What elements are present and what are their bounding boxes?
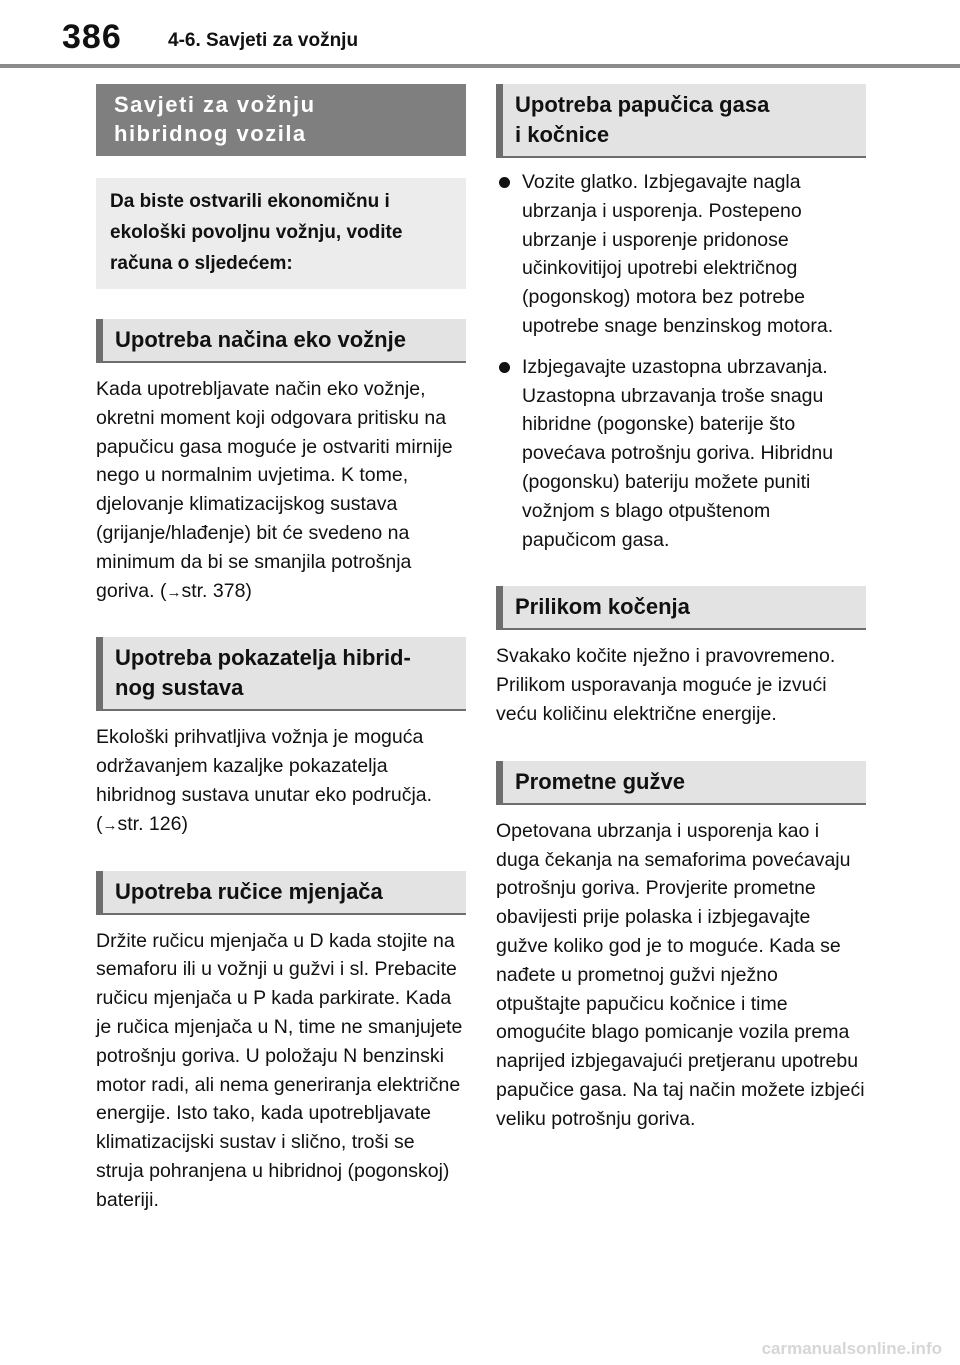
pedal-use-heading xyxy=(496,84,866,158)
pedal-tips-list xyxy=(496,168,866,554)
hybrid-indicator-text xyxy=(96,723,466,840)
left-column xyxy=(96,84,466,1215)
hybrid-indicator-heading-line-1: Upotreba pokazatelja hibrid- xyxy=(115,645,411,671)
shift-lever-text: Držite ručicu mjenjača u D kada stojite na semaforu ili u vožnji u gužvi i sl. Prebacite ručicu mjenjača u P kada parkirate. Kada je ručica mjenjača u N, time ne smanjujete potrošnju goriva. U položaju N benzinski motor radi, ali nema generiranja električne energije. Isto tako, kada upotrebljavate klimatizacijski sustav i slično, troši se struja pohranjena u hibridnoj (pogonskoj) bateriji. xyxy=(96,929,463,1211)
intro-box: Da biste ostvarili ekonomičnu i ekološki povoljnu vožnju, vodite računa o sljedećem: xyxy=(96,178,466,289)
bullet-icon xyxy=(499,177,510,188)
eco-mode-reference: str. 378) xyxy=(181,579,252,602)
hybrid-indicator-body: Ekološki prihvatljiva vožnja je moguća održavanjem kazaljke pokazatelja hibridnog sustava unutar eko područja. ( xyxy=(96,726,433,835)
eco-mode-text xyxy=(96,375,466,607)
page-number: 386 xyxy=(62,18,122,56)
bullet-icon xyxy=(499,362,510,373)
hybrid-indicator-heading xyxy=(96,637,466,711)
hybrid-indicator-heading-line-2: nog sustava xyxy=(115,675,244,701)
braking-text: Svakako kočite nježno i pravovremeno. Prilikom usporavanja moguće je izvući veću količinu električne energije. xyxy=(496,645,836,725)
chapter-title: 4-6. Savjeti za vožnju xyxy=(168,30,359,51)
arrow-right-icon: → xyxy=(102,816,118,834)
traffic-jam-heading: Prometne gužve xyxy=(496,761,866,805)
traffic-jam-text: Opetovana ubrzanja i usporenja kao i duga čekanja na semaforima povećavaju potrošnju goriva. Provjerite prometne obavijesti prije polaska i izbjegavajte gužve koliko god je to moguće. Kada se nađete u prometnoj gužvi nježno otpuštajte papučicu kočnice i time omogućite blago pomicanje vozila prema naprijed izbjegavajući pretjeranu upotrebu papučice gasa. Na taj način možete izbjeći veliku potrošnju goriva. xyxy=(496,819,865,1130)
arrow-right-icon: → xyxy=(166,583,182,601)
bullet-text-2: Izbjegavajte uzastopna ubrzavanja. Uzastopna ubrzavanja troše snagu hibridne (pogonske) baterije što povećava potrošnju goriva. Hibridnu (pogonsku) bateriju možete puniti vožnjom s blago otpuštenom papučicom gasa. xyxy=(522,355,834,551)
right-column xyxy=(496,84,866,1134)
shift-lever-heading: Upotreba ručice mjenjača xyxy=(96,871,466,915)
main-heading-line-2: hibridnog vozila xyxy=(114,121,307,146)
header-divider xyxy=(0,64,960,68)
list-item xyxy=(496,168,866,341)
main-heading xyxy=(96,84,466,156)
eco-mode-body: Kada upotrebljavate način eko vožnje, okretni moment koji odgovara pritisku na papučicu gasa moguće je ostvariti mirnije nego u normalnim uvjetima. K tome, djelovanje klimatizacijskog sustava (grijanje/hlađenje) bit će svedeno na minimum da bi se smanjila potrošnja goriva. ( xyxy=(96,378,453,602)
pedal-use-heading-line-2: i kočnice xyxy=(515,122,610,147)
page-header xyxy=(0,0,960,70)
pedal-use-heading-line-1: Upotreba papučica gasa xyxy=(515,92,770,117)
main-heading-line-1: Savjeti za vožnju xyxy=(114,92,316,117)
braking-heading: Prilikom kočenja xyxy=(496,586,866,630)
watermark: carmanualsonline.info xyxy=(761,1339,942,1358)
list-item xyxy=(496,353,866,555)
eco-mode-heading: Upotreba načina eko vožnje xyxy=(96,319,466,363)
bullet-text-1: Vozite glatko. Izbjegavajte nagla ubrzanja i usporenja. Postepeno ubrzanje i usporenje pridonose učinkovitijoj upotrebi električnog (pogonskog) motora bez potrebe upotrebe snage benzinskog motora. xyxy=(522,171,834,337)
hybrid-indicator-reference: str. 126) xyxy=(117,812,188,835)
